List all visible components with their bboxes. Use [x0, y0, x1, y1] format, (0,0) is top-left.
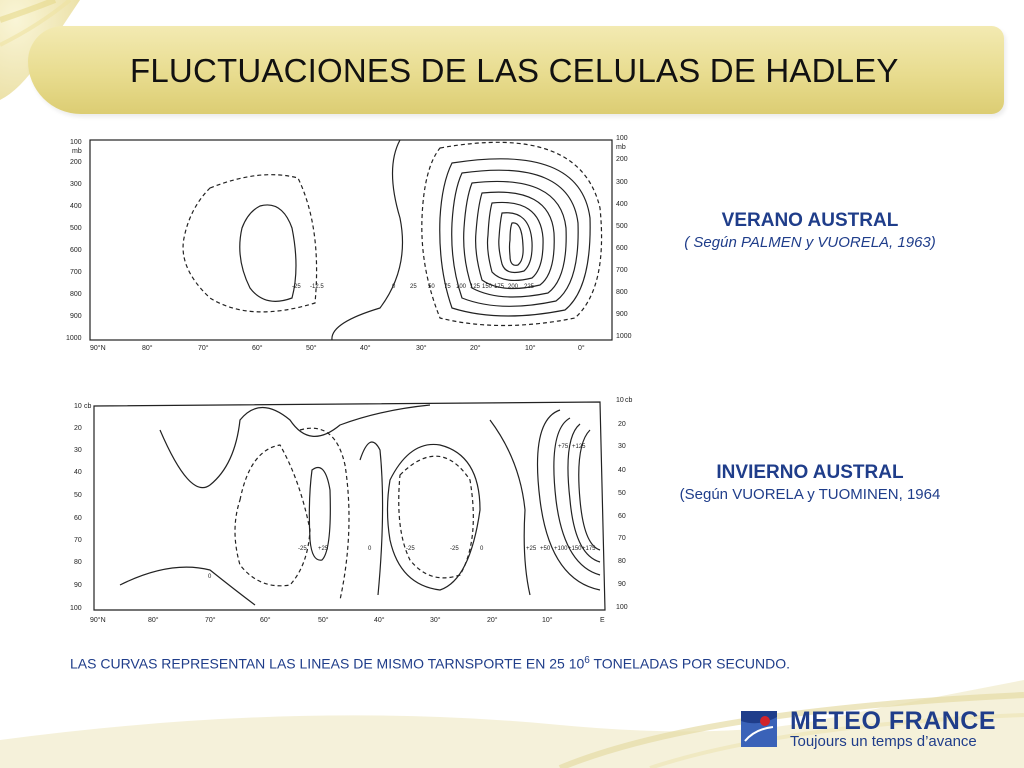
y-unit: mb [72, 148, 82, 155]
x-tick: 90°N [90, 345, 106, 352]
x-tick: 10° [542, 617, 553, 624]
x-tick: 40° [374, 617, 385, 624]
y-tick: 800 [70, 291, 82, 298]
y-tick: 500 [616, 223, 628, 230]
y-tick: 70 [618, 535, 626, 542]
y-tick: 60 [618, 513, 626, 520]
contour-value: -25 [406, 546, 415, 552]
contour-value: +50 [540, 546, 551, 552]
x-tick: 80° [142, 345, 153, 352]
y-tick: 700 [70, 269, 82, 276]
y-tick: 600 [70, 247, 82, 254]
contour-value: +75 [558, 444, 569, 450]
summer-label [640, 210, 980, 251]
contour-value: +125 [572, 444, 586, 450]
hadley-diagram-winter [60, 390, 640, 625]
contour-value: 175 [494, 284, 505, 290]
winter-title: INVIERNO AUSTRAL [716, 462, 904, 483]
y-tick: 200 [616, 156, 628, 163]
y-tick: 400 [70, 203, 82, 210]
contour-value: 225 [524, 284, 535, 290]
y-tick: 80 [618, 558, 626, 565]
y-tick: 200 [70, 159, 82, 166]
x-tick: 50° [318, 617, 329, 624]
y-unit: cb [84, 403, 92, 410]
winter-contours [120, 405, 600, 605]
y-tick: 20 [74, 425, 82, 432]
y-tick: 100 [616, 135, 628, 142]
contour-value: 0 [368, 546, 372, 552]
y-tick: 700 [616, 267, 628, 274]
y-tick: 30 [74, 447, 82, 454]
x-tick: E [600, 617, 605, 624]
x-tick: 70° [198, 345, 209, 352]
x-tick: 60° [252, 345, 263, 352]
y-axis-right [616, 397, 633, 611]
y-tick: 90 [74, 582, 82, 589]
summer-title: VERANO AUSTRAL [721, 210, 899, 231]
contour-value: 25 [410, 284, 417, 290]
y-tick: 900 [616, 311, 628, 318]
y-tick: 800 [616, 289, 628, 296]
winter-label [640, 462, 980, 503]
y-axis-right [616, 135, 632, 340]
y-tick: 80 [74, 559, 82, 566]
x-tick: 90°N [90, 617, 106, 624]
contour-value: +175 [582, 546, 596, 552]
y-tick: 100 [70, 605, 82, 612]
contour-value: -25 [292, 284, 301, 290]
contour-value: +25 [526, 546, 537, 552]
x-tick: 0° [578, 345, 585, 352]
y-tick: 500 [70, 225, 82, 232]
y-tick: 600 [616, 245, 628, 252]
y-tick: 10 [616, 397, 624, 404]
y-tick: 300 [70, 181, 82, 188]
y-axis-left [66, 139, 82, 342]
summer-source: ( Según PALMEN y VUORELA, 1963) [684, 234, 936, 251]
x-axis [90, 344, 585, 352]
y-tick: 50 [74, 492, 82, 499]
y-tick: 900 [70, 313, 82, 320]
y-axis-left [70, 403, 92, 612]
contour-value: 150 [482, 284, 493, 290]
y-tick: 70 [74, 537, 82, 544]
y-unit: mb [616, 144, 626, 151]
contour-value: 0 [480, 546, 484, 552]
x-tick: 20° [470, 345, 481, 352]
y-tick: 100 [70, 139, 82, 146]
x-tick: 80° [148, 617, 159, 624]
x-axis [90, 616, 605, 624]
contour-value: 50 [428, 284, 435, 290]
y-tick: 40 [74, 469, 82, 476]
contour-value: 0 [392, 284, 396, 290]
x-tick: 70° [205, 617, 216, 624]
y-tick: 30 [618, 443, 626, 450]
southern-cell-contours [332, 140, 602, 340]
contour-value: -25 [450, 546, 459, 552]
contour-value: +150 [568, 546, 582, 552]
contour-value: 75 [444, 284, 451, 290]
contour-value: 125 [470, 284, 481, 290]
contour-value: -25 [298, 546, 307, 552]
y-tick: 90 [618, 581, 626, 588]
contour-value: -12.5 [310, 284, 324, 290]
winter-source: (Según VUORELA y TUOMINEN, 1964 [679, 486, 941, 503]
contour-values [292, 284, 535, 290]
y-tick: 300 [616, 179, 628, 186]
contour-value: +100 [554, 546, 568, 552]
contour-value: +25 [318, 546, 329, 552]
y-unit: cb [625, 397, 633, 404]
y-tick: 1000 [616, 333, 632, 340]
meteo-france-logo-icon [741, 711, 777, 747]
caption-tail: TONELADAS POR SECUNDO. [589, 655, 791, 672]
x-tick: 50° [306, 345, 317, 352]
caption-text: LAS CURVAS REPRESENTAN LAS LINEAS DE MISMO TARNSPORTE EN 25 10 [70, 655, 585, 672]
y-tick: 1000 [66, 335, 82, 342]
contour-value: 0 [208, 574, 212, 580]
northern-cell-contours [183, 175, 317, 312]
x-tick: 30° [416, 345, 427, 352]
y-tick: 10 [74, 403, 82, 410]
x-tick: 60° [260, 617, 271, 624]
caption-exponent: 6 [584, 655, 590, 666]
x-tick: 30° [430, 617, 441, 624]
logo-name: METEO FRANCE [790, 707, 996, 735]
y-tick: 400 [616, 201, 628, 208]
y-tick: 50 [618, 490, 626, 497]
page-title: FLUCTUACIONES DE LAS CELULAS DE HADLEY [130, 52, 899, 89]
hadley-diagram-summer [60, 128, 640, 353]
logo-slogan: Toujours un temps d’avance [790, 733, 977, 750]
contour-value: 200 [508, 284, 519, 290]
y-tick: 60 [74, 515, 82, 522]
x-tick: 40° [360, 345, 371, 352]
y-tick: 100 [616, 604, 628, 611]
contour-value: 100 [456, 284, 467, 290]
y-tick: 40 [618, 467, 626, 474]
x-tick: 10° [525, 345, 536, 352]
y-tick: 20 [618, 421, 626, 428]
x-tick: 20° [487, 617, 498, 624]
